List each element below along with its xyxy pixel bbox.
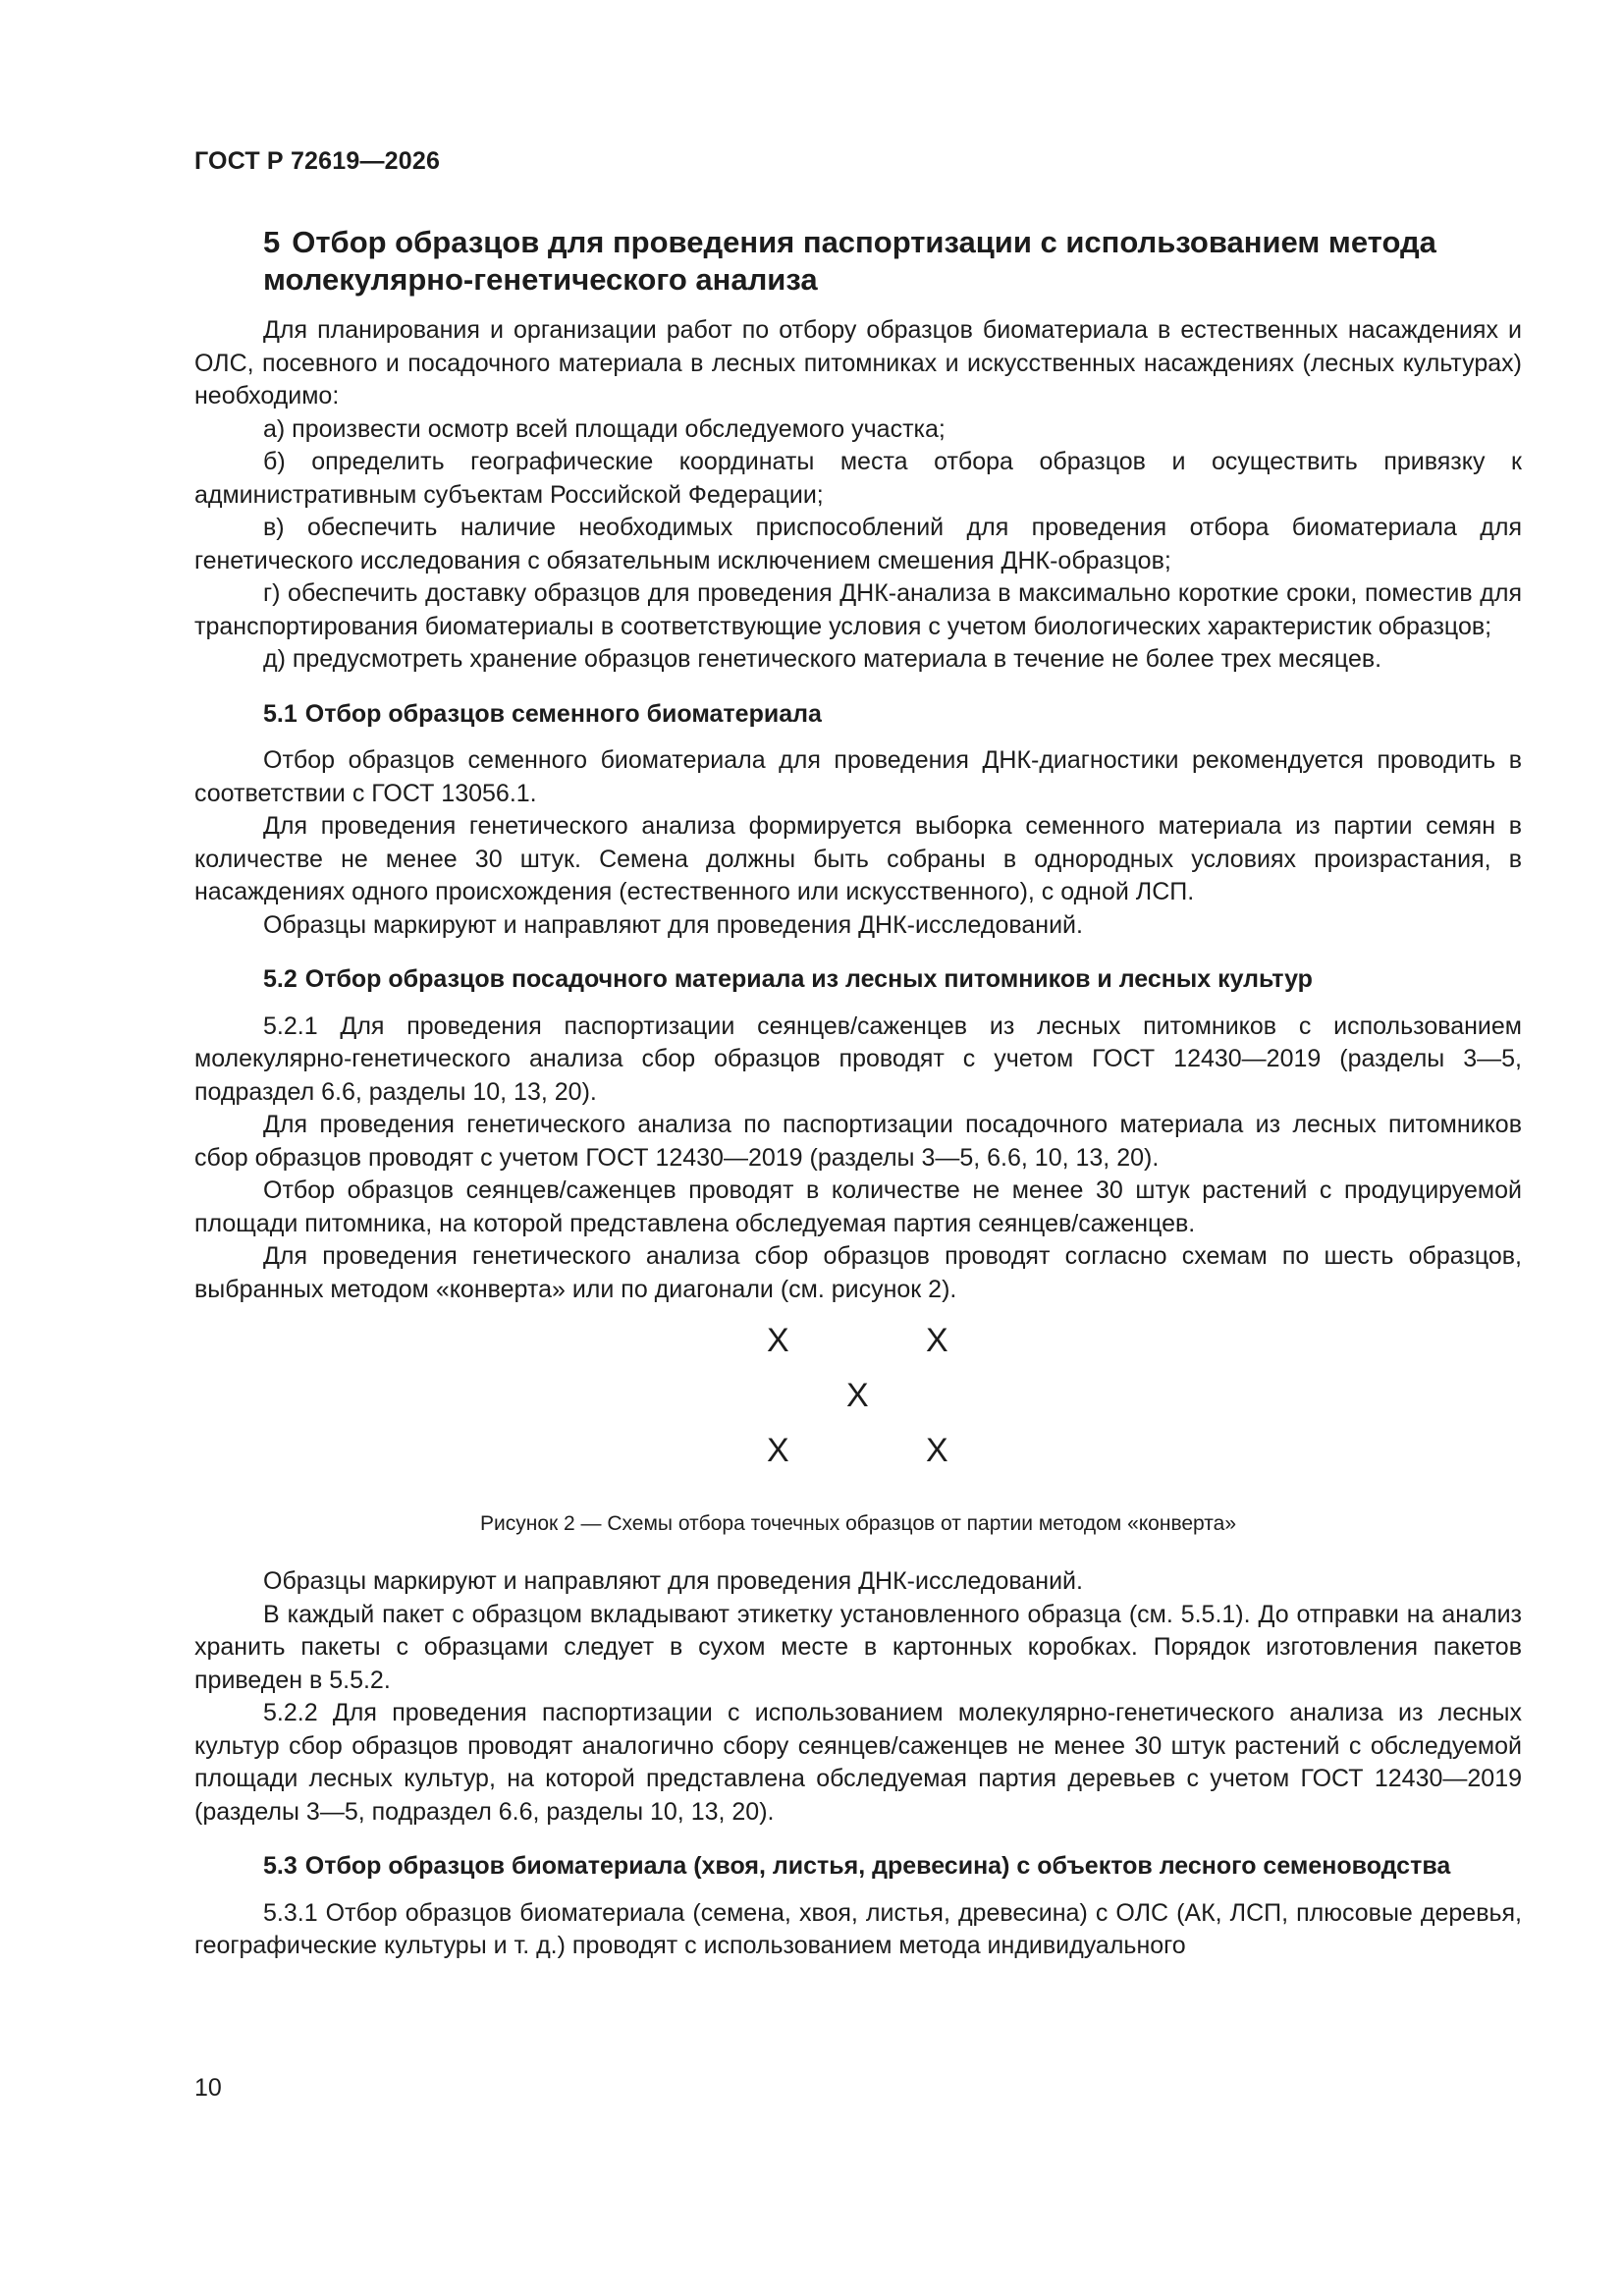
paragraph: Отбор образцов сеянцев/саженцев проводят в количестве не менее 30 штук растений с продуцируемой площади питомника, на которой представлена обследуемая партия сеянцев/саженцев. [194,1176,1522,1237]
subsection-number: 5.2 [263,965,298,993]
list-item: б) определить географические координаты места отбора образцов и осуществить привязку к административным субъектам Российской Федерации; [194,448,1522,509]
paragraph: Образцы маркируют и направляют для проведения ДНК-исследований. [263,910,1083,939]
list-item: в) обеспечить наличие необходимых приспособлений для проведения отбора биоматериала для генетического исследования с обязательным исключением смешения ДНК-образцов; [194,514,1522,574]
figure-caption: Рисунок 2 — Схемы отбора точечных образцов от партии методом «конверта» [479,1512,1237,1535]
sample-point-mark: X [926,1322,948,1359]
subsection-title: Отбор образцов биоматериала (хвоя, листья, древесина) с объектов лесного семеноводства [304,1852,1451,1880]
subsection-number: 5.1 [263,699,298,728]
paragraph: Образцы маркируют и направляют для проведения ДНК-исследований. [263,1567,1083,1595]
sample-point-mark: X [926,1432,948,1469]
page-number: 10 [194,2074,222,2102]
paragraph: Для проведения генетического анализа сбор образцов проводят согласно схемам по шесть образцов, выбранных методом «конверта» или по диагонали (см. рисунок 2). [194,1242,1522,1303]
sample-point-mark: X [767,1432,789,1469]
list-item: а) произвести осмотр всей площади обследуемого участка; [263,414,946,443]
subsection-heading-5-1 [194,698,1522,732]
sample-point-mark: X [767,1322,789,1359]
paragraph: В каждый пакет с образцом вкладывают этикетку установленного образца (см. 5.5.1). До отправки на анализ хранить пакеты с образцами следует в сухом месте в картонных коробках. Порядок изготовления пакетов приведен в 5.5.2. [194,1600,1522,1694]
paragraph: Отбор образцов семенного биоматериала для проведения ДНК-диагностики рекомендуется проводить в соответствии с ГОСТ 13056.1. [194,746,1522,807]
paragraph: 5.2.1 Для проведения паспортизации сеянцев/саженцев из лесных питомников с использованием молекулярно-генетического анализа сбор образцов проводят с учетом ГОСТ 12430—2019 (разделы 3—5, подраздел 6.6, разделы 10, 13, 20). [194,1011,1522,1106]
section-title: Отбор образцов для проведения паспортизации с использованием метода молекулярно-генетического анализа [263,225,1436,297]
list-item: г) обеспечить доставку образцов для проведения ДНК-анализа в максимально короткие сроки, поместив для транспортирования биоматериалы в соответствующие условия с учетом биологических характеристик образцов; [194,579,1522,640]
page-content [194,224,1522,1963]
section-number: 5 [263,225,281,259]
subsection-number: 5.3 [263,1852,298,1880]
document-code: ГОСТ Р 72619—2026 [194,147,441,175]
subsection-heading-5-2 [194,963,1522,997]
section-heading [194,224,1522,299]
section-intro: Для планирования и организации работ по отбору образцов биоматериала в естественных насаждениях и ОЛС, посевного и посадочного материала в лесных питомниках и искусственных насаждениях (лесных культурах) необходимо: [194,316,1522,410]
subsection-title: Отбор образцов посадочного материала из лесных питомников и лесных культур [304,965,1313,993]
subsection-heading-5-3 [194,1850,1522,1884]
envelope-sampling-figure [194,1324,1522,1510]
sample-point-mark: X [846,1377,869,1414]
paragraph: Для проведения генетического анализа формируется выборка семенного материала из партии семян в количестве не менее 30 штук. Семена должны быть собраны в однородных условиях произрастания, в насаждениях одного происхождения (естественного или искусственного), с одной ЛСП. [194,812,1522,905]
subsection-title: Отбор образцов семенного биоматериала [304,699,822,728]
paragraph: Для проведения генетического анализа по паспортизации посадочного материала из лесных питомников сбор образцов проводят с учетом ГОСТ 12430—2019 (разделы 3—5, 6.6, 10, 13, 20). [194,1111,1522,1172]
list-item: д) предусмотреть хранение образцов генетического материала в течение не более трех месяцев. [263,645,1382,673]
paragraph: 5.3.1 Отбор образцов биоматериала (семена, хвоя, листья, древесина) с ОЛС (АК, ЛСП, плюсовые деревья, географические культуры и т. д.) проводят с использованием метода индивидуального [194,1898,1522,1959]
paragraph: 5.2.2 Для проведения паспортизации с использованием молекулярно-генетического анализа из лесных культур сбор образцов проводят аналогично сбору сеянцев/саженцев не менее 30 штук растений с обследуемой площади лесных культур, на которой представлена обследуемая партия деревьев с учетом ГОСТ 12430—2019 (разделы 3—5, подраздел 6.6, разделы 10, 13, 20). [194,1699,1522,1826]
